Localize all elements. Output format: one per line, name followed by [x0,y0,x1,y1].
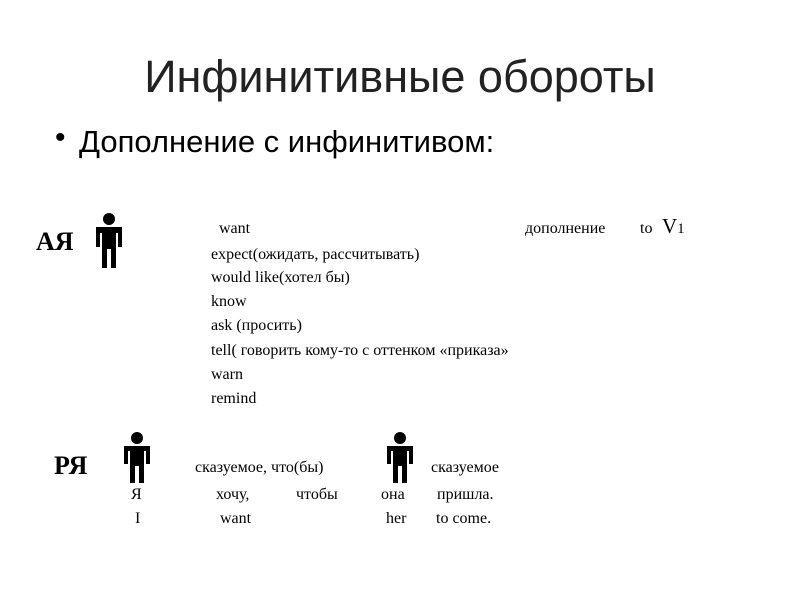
person-icon [381,432,419,484]
en-word-i: I [135,510,141,527]
ru-word-ona: она [381,486,405,503]
slide-subtitle: Дополнение с инфинитивом: [79,124,495,159]
pattern-object: дополнение [525,220,606,237]
scheme-right: сказуемое [431,459,500,476]
verb-want: want [219,220,251,237]
verb-expect: expect(ожидать, рассчитывать) [211,246,420,263]
bullet-marker: • [55,121,66,154]
en-word-to-come: to come. [436,510,492,527]
verb-tell: tell( говорить кому-то с оттенком «приказа» [211,342,509,359]
pattern-v: V [662,214,678,238]
pattern-v-subscript: 1 [677,221,685,237]
pattern-verb [662,216,685,237]
person-icon [118,432,156,484]
ru-word-chtoby: чтобы [296,486,338,503]
slide-title: Инфинитивные обороты [144,51,656,102]
ru-word-prishla: пришла. [437,486,494,503]
verb-warn: warn [211,366,243,383]
verb-would-like: would like(хотел бы) [211,269,350,286]
pattern-to: to [640,220,653,237]
en-word-want: want [220,510,252,527]
ru-word-hochu: хочу, [216,486,250,503]
verb-know: know [211,293,247,310]
russian-label: РЯ [54,451,88,480]
en-word-her: her [386,510,407,527]
scheme-left: сказуемое, что(бы) [195,459,324,476]
english-label: АЯ [36,227,74,256]
ru-word-ya: Я [131,486,142,503]
verb-remind: remind [211,390,257,407]
verb-ask: ask (просить) [211,317,302,334]
person-icon [90,213,128,269]
